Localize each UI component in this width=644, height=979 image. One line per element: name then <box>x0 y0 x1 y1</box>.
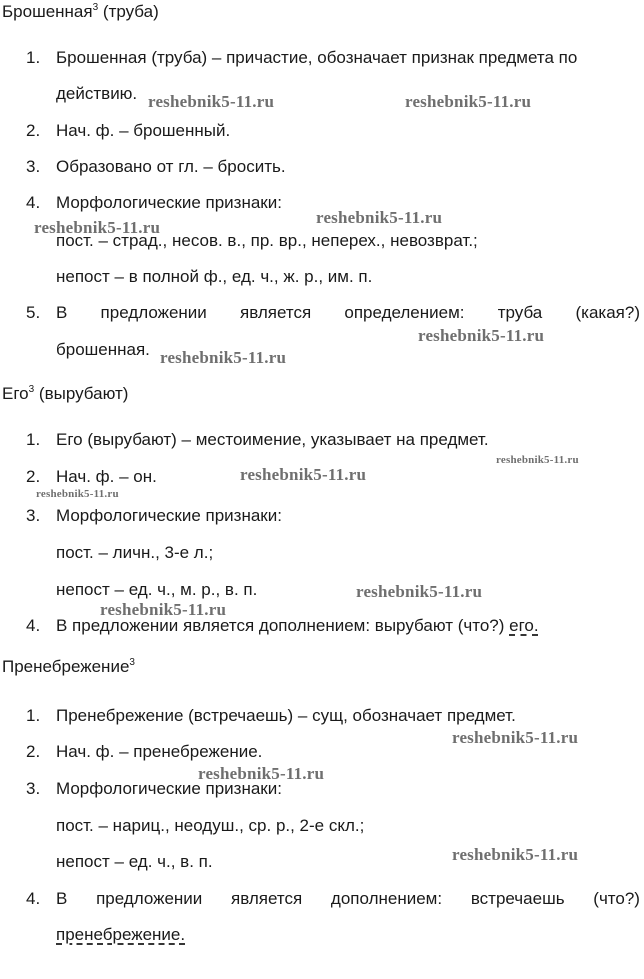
watermark: reshebnik5-11.ru <box>160 348 287 367</box>
item-text: Нач. ф. – брошенный. <box>56 121 231 140</box>
section-heading <box>2 2 159 22</box>
footnote-mark: 3 <box>129 657 135 668</box>
heading-word: Пренебрежение <box>2 657 130 676</box>
item-text: Нач. ф. – пренебрежение. <box>56 742 263 761</box>
heading-word: Брошенная <box>2 2 93 21</box>
word: труба <box>497 303 543 322</box>
item-number: 3. <box>26 779 41 798</box>
item-number: 1. <box>26 430 41 449</box>
watermark: reshebnik5-11.ru <box>316 208 443 227</box>
word: определением: <box>344 303 465 322</box>
watermark: reshebnik5-11.ru <box>418 326 545 345</box>
item-text: Пренебрежение (встречаешь) – сущ, обозначает предмет. <box>56 706 516 725</box>
item-text-justified <box>56 303 640 323</box>
item-number: 1. <box>26 48 41 67</box>
watermark: reshebnik5-11.ru <box>148 92 275 111</box>
heading-word: Его <box>2 384 29 403</box>
watermark: reshebnik5-11.ru <box>452 845 579 864</box>
watermark: reshebnik5-11.ru <box>356 582 483 601</box>
word: является <box>240 303 312 322</box>
footnote-mark: 3 <box>28 384 35 395</box>
item-text: Морфологические признаки: <box>56 779 282 798</box>
item-text-main: В предложении является дополнением: вырубают (что?) <box>56 616 505 635</box>
item-continuation: действию. <box>56 84 138 103</box>
heading-paren: (труба) <box>102 2 159 21</box>
watermark: reshebnik5-11.ru <box>34 218 161 237</box>
word: является <box>231 889 303 908</box>
word: предложении <box>100 303 207 322</box>
item-text: Нач. ф. – он. <box>56 467 157 486</box>
section-heading <box>2 384 128 404</box>
word: встречаешь <box>470 889 565 908</box>
word: (какая?) <box>575 303 640 322</box>
sub-line: непост – ед. ч., м. р., в. п. <box>56 580 258 599</box>
sub-line: пост. – нариц., неодуш., ср. р., 2-е скл.; <box>56 816 365 835</box>
sub-line: пост. – страд., несов. в., пр. вр., неперех., невозврат.; <box>56 231 478 250</box>
item-text: Его (вырубают) – местоимение, указывает на предмет. <box>56 430 489 449</box>
item-continuation: пренебрежение. <box>56 925 186 944</box>
item-number: 2. <box>26 121 41 140</box>
watermark: reshebnik5-11.ru <box>198 764 325 783</box>
section-heading <box>2 657 135 677</box>
watermark: reshebnik5-11.ru <box>496 454 579 466</box>
item-text: Морфологические признаки: <box>56 193 282 212</box>
watermark: reshebnik5-11.ru <box>452 728 579 747</box>
item-number: 3. <box>26 157 41 176</box>
item-text: Брошенная (труба) – причастие, обозначает признак предмета по <box>56 48 578 67</box>
footnote-mark: 3 <box>92 2 99 13</box>
word: предложении <box>96 889 203 908</box>
item-text: Образовано от гл. – бросить. <box>56 157 286 176</box>
item-number: 4. <box>26 889 41 908</box>
item-tail-word: его. <box>509 616 539 635</box>
watermark: reshebnik5-11.ru <box>100 600 227 619</box>
item-continuation: брошенная. <box>56 340 150 359</box>
item-number: 2. <box>26 742 41 761</box>
item-number: 1. <box>26 706 41 725</box>
item-text-justified <box>56 889 640 909</box>
word: В <box>56 303 68 322</box>
item-number: 4. <box>26 616 41 635</box>
word: дополнением: <box>330 889 443 908</box>
item-number: 5. <box>26 303 41 322</box>
word: (что?) <box>593 889 640 908</box>
item-number: 3. <box>26 506 41 525</box>
heading-paren: (вырубают) <box>38 384 129 403</box>
sub-line: пост. – личн., 3-е л.; <box>56 543 214 562</box>
word: В <box>56 889 68 908</box>
sub-line: непост – ед. ч., в. п. <box>56 852 213 871</box>
item-number: 2. <box>26 467 41 486</box>
item-text: Морфологические признаки: <box>56 506 282 525</box>
watermark: reshebnik5-11.ru <box>405 92 532 111</box>
watermark: reshebnik5-11.ru <box>240 465 367 484</box>
item-number: 4. <box>26 193 41 212</box>
sub-line: непост – в полной ф., ед. ч., ж. р., им. п. <box>56 267 373 286</box>
watermark: reshebnik5-11.ru <box>36 488 119 500</box>
